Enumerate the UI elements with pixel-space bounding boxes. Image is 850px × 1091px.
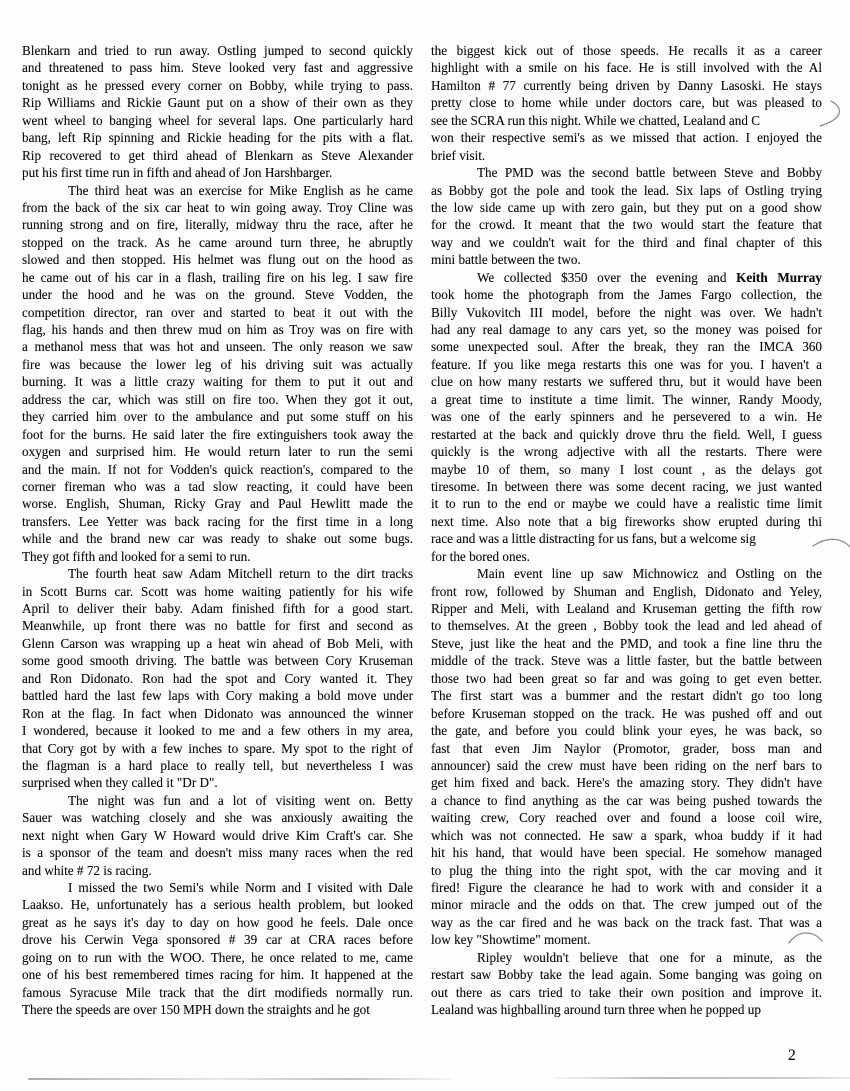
text-line: see the SCRA run this night. While we chatted, Lealand and C: [431, 112, 761, 128]
text-line: burning. It was a little crazy waiting for them to put it out and: [22, 374, 413, 390]
text-line: get him fixed and back. Here's the amazing story. They didn't have: [431, 775, 822, 791]
text-line: They got fifth and looked for a semi to run.: [22, 548, 251, 564]
text-line: the low side came up with zero gain, but they put on a good show: [431, 199, 822, 215]
text-line: Meanwhile, up front there was no battle for first and second as: [22, 618, 413, 634]
text-line: to plug the thing into the right spot, with the car moving and it: [431, 862, 822, 878]
text-line: The night was fun and a lot of visiting went on. Betty: [68, 792, 413, 808]
text-line: The third heat was an exercise for Mike English as he came: [68, 182, 413, 198]
text-line: address the car, which was still on fire too. When they got it out,: [22, 391, 413, 407]
text-line: Steve, just like the heat and the PMD, and took a fine line thru the: [431, 635, 822, 651]
pen-mark-pleased-to: [820, 101, 839, 126]
paragraph: [431, 565, 822, 949]
text-line: brief visit.: [431, 147, 486, 163]
paragraph: [22, 565, 413, 792]
text-line: while and the brand new car was ready to shake out some bugs.: [22, 531, 413, 547]
text-line: as Bobby got the pole and took the lead. Six laps of Ostling trying: [431, 182, 822, 198]
paragraph: [431, 949, 822, 1019]
text-line: for the crowd. It meant that the two would start the feature that: [431, 217, 822, 233]
text-line: Ron at the flag. In fact when Didonato was announced the winner: [22, 705, 413, 721]
text-line: was one of the early spinners and he persevered to a win. He: [431, 409, 822, 425]
text-line: announcer) said the crew must have been riding on the nerf bars to: [431, 757, 822, 773]
text-line: Rip Williams and Rickie Gaunt put on a show of their own as they: [22, 95, 413, 111]
text-line: running strong and on fire, literally, midway thru the race, after he: [22, 217, 413, 233]
text-line: There the speeds are over 150 MPH down the straights and he got: [22, 1002, 370, 1018]
text-column-right: [431, 42, 822, 1019]
text-line: restarted at the back and quickly drove thru the field. Well, I guess: [431, 426, 822, 442]
text-line: which was not connected. He saw a spark, whoa buddy if it had: [431, 827, 822, 843]
text-line: middle of the track. Steve was a little faster, but the battle between: [431, 653, 822, 669]
text-line: Ripper and Meli, with Lealand and Kruseman getting the fifth row: [431, 601, 822, 616]
text-line: for the bored ones.: [431, 548, 530, 564]
text-line: next night when Gary W Howard would drive Kim Craft's car. She: [22, 827, 413, 843]
text-line: Blenkarn and tried to run away. Ostling jumped to second quickly: [22, 43, 413, 58]
scan-edge-line-left: [28, 1078, 453, 1080]
text-line: mini battle between the two.: [431, 252, 581, 268]
text-line: drove his Cerwin Vega sponsored # 39 car at CRA races before: [22, 932, 413, 948]
text-line: pretty close to home while under doctors care, but was pleased to: [431, 95, 822, 111]
paragraph: [22, 792, 413, 879]
text-line: worse. English, Shuman, Ricky Gray and Paul Hewlitt made the: [22, 496, 413, 512]
text-line: it to run to the end or maybe we could have a realistic time limit: [431, 496, 822, 512]
text-line: stopped on the track. As he came around turn three, he abruptly: [22, 234, 413, 250]
text-line: and threatened to pass him. Steve looked very fast and aggressive: [22, 60, 413, 76]
text-line: the gate, and before you could blink your eyes, he was back, so: [431, 723, 822, 739]
text-line: oxygen and surprised him. He would return later to run the semi: [22, 444, 413, 460]
paragraph: [22, 879, 413, 1019]
text-line: highlight with a smile on his face. He is still involved with the Al: [431, 60, 822, 76]
text-line: Ripley wouldn't believe that one for a minute, as the: [477, 949, 822, 965]
text-line: fired! Figure the clearance he had to work with and consider it a: [431, 880, 822, 895]
text-line: had any real damage to any cars yet, so the money was poised for: [431, 322, 822, 337]
two-column-text-area: [22, 42, 822, 1019]
text-line: The first start was a bummer and the restart didn't go too long: [431, 688, 822, 704]
text-line: in Scott Burns car. Scott was home waiting patiently for his wife: [22, 583, 413, 599]
text-line: under the hood and he was on the ground. Steve Vodden, the: [22, 287, 413, 303]
text-line: competition director, ran over and started to beat it out with the: [22, 304, 413, 320]
text-line: front row, followed by Shuman and English, Didonato and Yeley,: [431, 583, 822, 599]
text-line: Lealand was highballing around turn three when he popped up: [431, 1002, 761, 1018]
text-line: Rip recovered to get third ahead of Blenkarn as Steve Alexander: [22, 147, 413, 163]
page-number: 2: [788, 1047, 796, 1064]
text-line: I wondered, because it looked to me and a few others in my area,: [22, 723, 413, 739]
text-line: is a sponsor of the team and doesn't miss many races when the red: [22, 845, 413, 861]
text-line: way as the car fired and he was back on the track fast. That was a: [431, 914, 822, 930]
text-line: way and we couldn't wait for the third and final chapter of this: [431, 234, 822, 250]
text-line: race and was a little distracting for us fans, but a welcome sig: [431, 531, 756, 547]
text-line: Billy Vukovitch III model, before the night was over. We hadn't: [431, 304, 822, 320]
text-line: battled hard the last few laps with Cory making a bold move under: [22, 688, 413, 704]
text-line: clue on how many restarts we suffered thru, but it would have been: [431, 374, 822, 390]
text-line: The PMD was the second battle between Steve and Bobby: [477, 165, 822, 181]
text-line: fire was because the lower leg of his driving suit was actually: [22, 356, 413, 372]
text-line: took home the photograph from the James Fargo collection, the: [431, 287, 822, 303]
text-line: April to deliver their baby. Adam finished fifth for a good start.: [22, 601, 413, 616]
paragraph: [431, 164, 822, 269]
text-line: great as he says it's day to day on how good he feels. Dale once: [22, 914, 413, 930]
text-line: some good smooth driving. The battle was between Cory Kruseman: [22, 653, 413, 669]
text-line: transfers. Lee Yetter was back racing for the first time in a long: [22, 513, 413, 529]
text-line: Hamilton # 77 currently being driven by Danny Lasoski. He stays: [431, 77, 822, 93]
text-line: and white # 72 is racing.: [22, 862, 152, 878]
text-line: restart saw Bobby take the lead again. Some banging was going on: [431, 967, 822, 983]
text-line: tonight as he pressed every corner on Bobby, while trying to pass.: [22, 77, 413, 93]
text-line: to themselves. At the green , Bobby took the lead and led ahead of: [431, 618, 822, 634]
text-line: won their respective semi's as we missed that action. I enjoyed the: [431, 130, 822, 146]
text-line: corner fireman who was a tad slow reacting, it could have been: [22, 478, 413, 494]
text-line: waiting crew, Cory reached over and found a loose coil wire,: [431, 810, 822, 826]
text-line: I missed the two Semi's while Norm and I visited with Dale: [68, 880, 413, 895]
text-line: hit his hand, that would have been special. He somehow managed: [431, 845, 822, 861]
text-line: flag, his hands and then threw mud on him as Troy was on fire with: [22, 322, 413, 337]
text-line: feature. If you like mega restarts this one was for you. I haven't a: [431, 356, 822, 372]
scan-edge-line-right: [556, 1077, 850, 1079]
text-line: one of his best remembered times racing for him. It happened at the: [22, 967, 413, 983]
text-line: the flagman is a hard place to really tell, but nevertheless I was: [22, 757, 413, 773]
text-line: minor miracle and the odds on that. The crew jumped out of the: [431, 897, 822, 913]
text-line: famous Syracuse Mile track that the dirt modifieds normally run.: [22, 984, 413, 1000]
text-line: a great time to institute a time limit. The winner, Randy Moody,: [431, 391, 822, 407]
text-line: put his first time run in fifth and ahead of Jon Harshbarger.: [22, 165, 333, 181]
text-line: fast that even Jim Naylor (Promotor, grader, boss man and: [431, 740, 822, 756]
text-line: Glenn Carson was wrapping up a heat win ahead of Bob Meli, with: [22, 635, 413, 651]
text-line: Main event line up saw Michnowicz and Ostling on the: [477, 566, 822, 582]
text-line: a chance to find anything as the car was being pushed towards the: [431, 792, 822, 808]
text-line: Laakso. He, unfortunately has a serious health problem, but looked: [22, 897, 413, 913]
text-line: quickly is the wrong adjective with all the restarts. There were: [431, 444, 822, 460]
text-line: maybe 10 of them, so many I lost count , as the delays got: [431, 461, 822, 477]
paragraph: [431, 269, 822, 565]
text-line: low key "Showtime" moment.: [431, 932, 591, 948]
text-line: slowed and then stopped. His helmet was flung out on the hood as: [22, 252, 413, 268]
text-line: the biggest kick out of those speeds. He recalls it as a career: [431, 43, 822, 58]
paragraph: [22, 42, 413, 182]
paragraph: [431, 42, 822, 164]
text-line: he came out of his car in a flash, trailing fire on his leg. I saw fire: [22, 269, 413, 285]
text-line: foot for the burns. He said later the fire extinguishers took away the: [22, 426, 413, 442]
text-line: and Ron Didonato. Ron had the spot and Cory wanted it. They: [22, 670, 413, 686]
text-column-left: [22, 42, 413, 1019]
text-line: and the main. If not for Vodden's quick reaction's, compared to the: [22, 461, 413, 477]
text-line: went wheel to banging wheel for several laps. One particularly hard: [22, 112, 413, 128]
paragraph: [22, 182, 413, 566]
text-line: tiresome. In between there was some decent racing, we just wanted: [431, 478, 822, 494]
text-line: The fourth heat saw Adam Mitchell return to the dirt tracks: [68, 566, 413, 582]
text-line: surprised when they called it "Dr D".: [22, 775, 218, 791]
text-line: bang, left Rip spinning and Rickie heading for the pits with a flat.: [22, 130, 413, 146]
text-line: going on to run with the WOO. There, he once related to me, came: [22, 949, 413, 965]
text-line: next time. Also note that a big fireworks show erupted during thi: [431, 513, 822, 529]
text-line: they carried him over to the ambulance and put some stuff on his: [22, 409, 413, 425]
text-line: those two had been great so far and was going to get even better.: [431, 670, 822, 686]
text-line: a methanol mess that was hot and unseen. The only reason we saw: [22, 339, 413, 355]
text-line: some unexpected soul. After the break, they ran the IMCA 360: [431, 339, 822, 355]
text-line: from the back of the six car heat to win going away. Troy Cline was: [22, 199, 413, 215]
text-line: that Cory got by with a few inches to spare. My spot to the right of: [22, 740, 413, 756]
text-line: before Kruseman stopped on the track. He was pushed off and out: [431, 705, 822, 721]
text-line: out there as cars tried to take their own position and improve it.: [431, 984, 822, 1000]
text-line: Sauer was watching closely and she was anxiously awaiting the: [22, 810, 413, 826]
text-line: We collected $350 over the evening and Keith Murray: [477, 269, 822, 285]
